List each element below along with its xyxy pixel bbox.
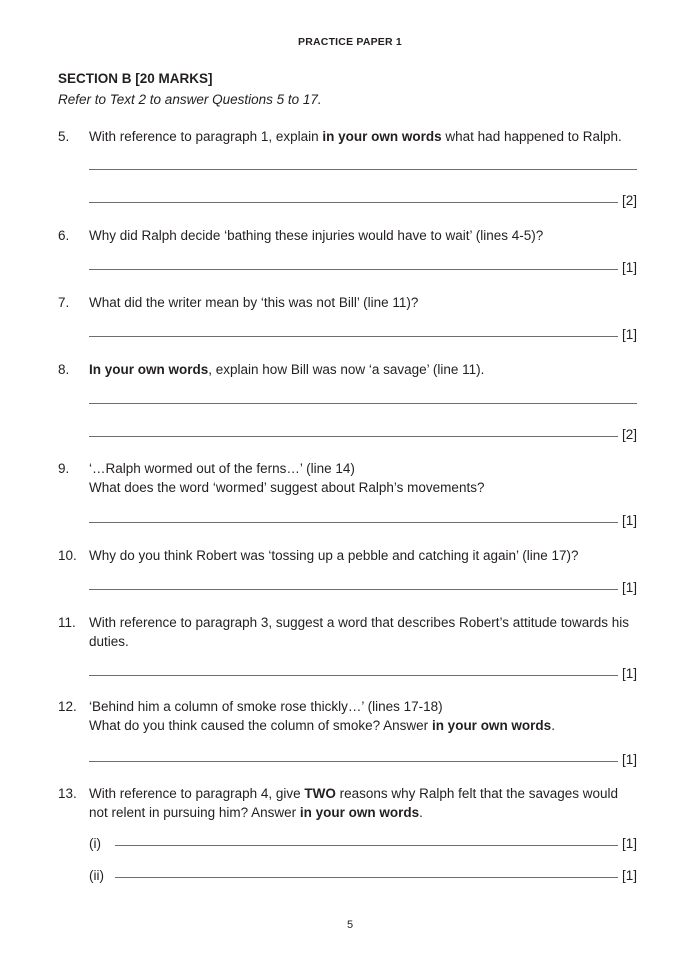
question-number: 10.: [58, 548, 77, 563]
question-text: What does the word ‘wormed’ suggest about Ralph’s movements?: [89, 480, 485, 495]
answer-line[interactable]: [89, 663, 637, 679]
question-number: 11.: [58, 615, 76, 630]
question-8: 8. In your own words, explain how Bill was now ‘a savage’ (line 11).: [58, 362, 485, 377]
question-11: 11. With reference to paragraph 3, suggest a word that describes Robert’s attitude towards his duties.: [58, 615, 630, 649]
question-text: Why did Ralph decide ‘bathing these injuries would have to wait’ (lines 4-5)?: [89, 228, 544, 243]
answer-line[interactable]: [89, 510, 637, 526]
answer-line[interactable]: [89, 257, 637, 273]
answer-line-i[interactable]: [89, 833, 637, 849]
mark-allocation: [1]: [621, 260, 637, 275]
question-13: 13. With reference to paragraph 4, give TWO reasons why Ralph felt that the savages would not relent in pursuing him? Answer in your own words.: [58, 786, 619, 820]
answer-line[interactable]: [89, 190, 637, 206]
question-10: [58, 546, 643, 565]
question-number: 13.: [58, 786, 77, 801]
question-number: 8.: [58, 362, 70, 377]
answer-line-ii[interactable]: [89, 865, 637, 881]
question-12: 12. ‘Behind him a column of smoke rose thickly…’ (lines 17-18) What do you think caused the column of smoke? Answer in your own words.: [58, 697, 643, 735]
question-6: [58, 226, 643, 245]
mark-allocation: [1]: [621, 666, 637, 681]
mark-allocation: [1]: [621, 327, 637, 342]
mark-allocation: [1]: [621, 836, 637, 851]
page-header: PRACTICE PAPER 1: [298, 36, 402, 48]
question-number: 7.: [58, 295, 70, 310]
question-5: 5. With reference to paragraph 1, explain in your own words what had happened to Ralph.: [58, 129, 622, 144]
question-9: [58, 459, 643, 497]
mark-allocation: [2]: [621, 427, 637, 442]
question-number: 12.: [58, 699, 77, 714]
mark-allocation: [1]: [621, 868, 637, 883]
answer-line[interactable]: [89, 749, 637, 765]
mark-allocation: [1]: [621, 752, 637, 767]
mark-allocation: [1]: [621, 580, 637, 595]
question-7: [58, 293, 643, 312]
answer-line[interactable]: [89, 324, 637, 340]
question-number: 5.: [58, 129, 70, 144]
section-instruction: Refer to Text 2 to answer Questions 5 to 17.: [58, 92, 322, 107]
question-number: 9.: [58, 461, 70, 476]
mark-allocation: [2]: [621, 193, 637, 208]
section-title: SECTION B [20 MARKS]: [58, 71, 213, 86]
question-text: What did the writer mean by ‘this was not Bill’ (line 11)?: [89, 295, 419, 310]
answer-line[interactable]: [89, 391, 637, 407]
question-number: 6.: [58, 228, 70, 243]
sub-label: (i): [89, 836, 101, 851]
mark-allocation: [1]: [621, 513, 637, 528]
answer-line[interactable]: [89, 424, 637, 440]
answer-line[interactable]: [89, 157, 637, 173]
question-text: Why do you think Robert was ‘tossing up a pebble and catching it again’ (line 17)?: [89, 548, 579, 563]
question-quote: ‘…Ralph wormed out of the ferns…’ (line 14): [89, 461, 355, 476]
answer-line[interactable]: [89, 577, 637, 593]
sub-label: (ii): [89, 868, 104, 883]
question-quote: ‘Behind him a column of smoke rose thickly…’ (lines 17-18): [89, 699, 443, 714]
page-number: 5: [346, 919, 354, 931]
